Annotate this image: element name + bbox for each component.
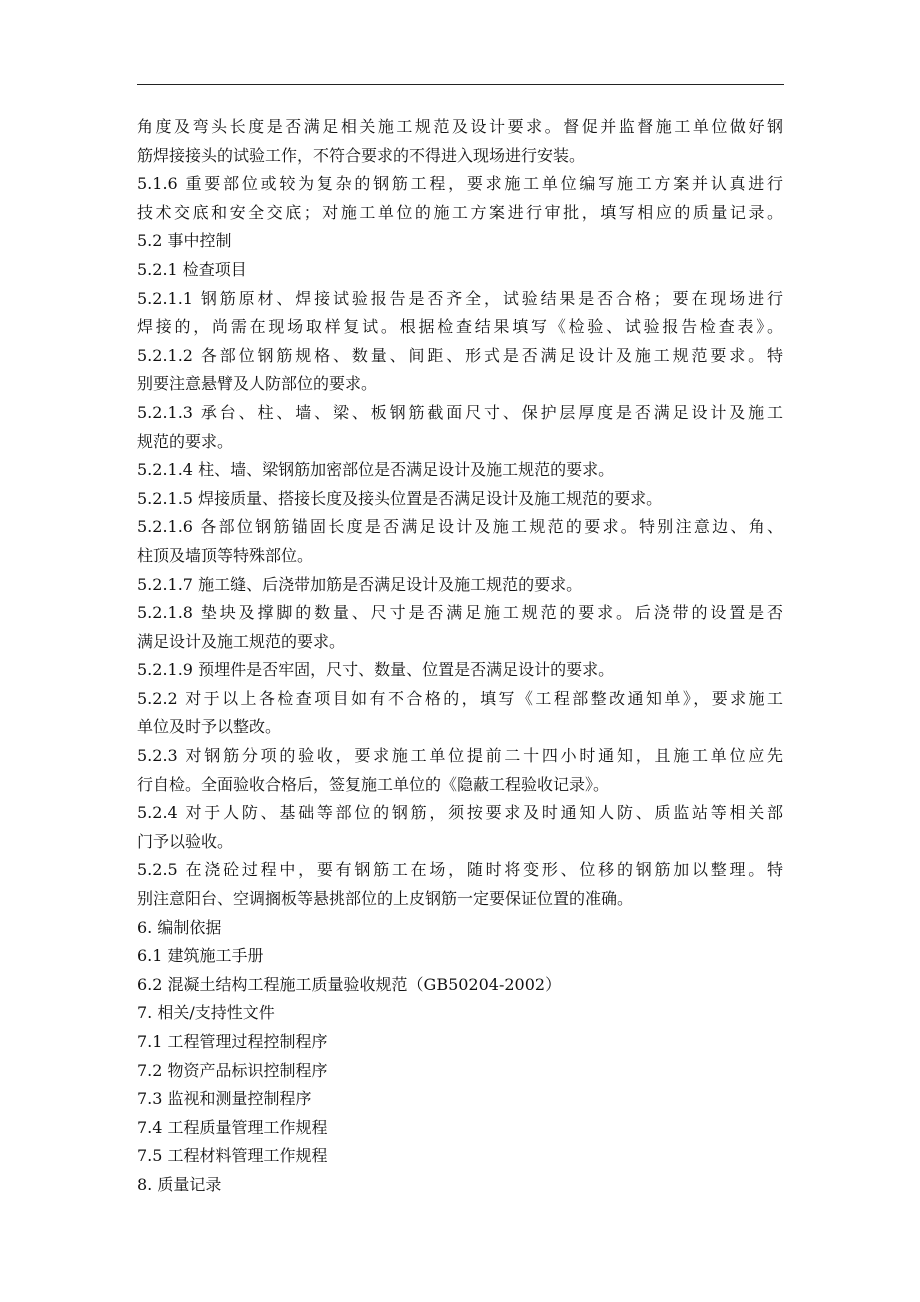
list-item: 6.1 建筑施工手册 [137, 946, 264, 966]
document-body [137, 113, 787, 1200]
text-line: 5.2.1.2 各部位钢筋规格、数量、间距、形式是否满足设计及施工规范要求。特 [137, 345, 783, 365]
header-rule [137, 84, 784, 85]
text-line: 5.2.1.8 垫块及撑脚的数量、尺寸是否满足施工规范的要求。后浇带的设置是否 [137, 603, 783, 623]
list-item: 7.2 物资产品标识控制程序 [137, 1060, 328, 1080]
text-line: 5.2.3 对钢筋分项的验收，要求施工单位提前二十四小时通知，且施工单位应先 [137, 746, 783, 766]
text-line: 别要注意悬臂及人防部位的要求。 [137, 374, 378, 394]
text-line: 行自检。全面验收合格后，签复施工单位的《隐蔽工程验收记录》。 [137, 774, 610, 794]
text-line: 别注意阳台、空调搁板等悬挑部位的上皮钢筋一定要保证位置的准确。 [137, 889, 634, 909]
text-line: 技术交底和安全交底；对施工单位的施工方案进行审批，填写相应的质量记录。 [137, 202, 783, 222]
section-heading: 5.2 事中控制 [137, 231, 232, 251]
text-line: 5.2.1.6 各部位钢筋锚固长度是否满足设计及施工规范的要求。特别注意边、角、 [137, 517, 783, 537]
text-line: 焊接的，尚需在现场取样复试。根据检查结果填写《检验、试验报告检查表》。 [137, 317, 783, 337]
text-line: 满足设计及施工规范的要求。 [137, 631, 346, 651]
text-line: 筋焊接接头的试验工作，不符合要求的不得进入现场进行安装。 [137, 145, 586, 165]
text-line: 门予以验收。 [137, 831, 234, 851]
text-line: 5.2.5 在浇砼过程中，要有钢筋工在场，随时将变形、位移的钢筋加以整理。特 [137, 860, 783, 880]
text-line: 5.2.1.7 施工缝、后浇带加筋是否满足设计及施工规范的要求。 [137, 574, 583, 594]
list-item: 7.1 工程管理过程控制程序 [137, 1032, 328, 1051]
text-line: 5.2.2 对于以上各检查项目如有不合格的，填写《工程部整改通知单》，要求施工 [137, 688, 783, 708]
text-line: 5.1.6 重要部位或较为复杂的钢筋工程，要求施工单位编写施工方案并认真进行 [137, 174, 783, 194]
text-line: 角度及弯头长度是否满足相关施工规范及设计要求。督促并监督施工单位做好钢 [137, 117, 783, 136]
text-line: 5.2.1.3 承台、柱、墙、梁、板钢筋截面尺寸、保护层厚度是否满足设计及施工 [137, 402, 783, 422]
list-item: 7.3 监视和测量控制程序 [137, 1089, 312, 1109]
text-line: 5.2.1.1 钢筋原材、焊接试验报告是否齐全，试验结果是否合格；要在现场进行 [137, 288, 783, 308]
text-line: 规范的要求。 [137, 431, 234, 451]
section-heading: 7. 相关/支持性文件 [137, 1003, 275, 1023]
text-line: 5.2.4 对于人防、基础等部位的钢筋，须按要求及时通知人防、质监站等相关部 [137, 803, 783, 823]
text-line: 5.2.1.4 柱、墙、梁钢筋加密部位是否满足设计及施工规范的要求。 [137, 460, 615, 480]
list-item: 7.5 工程材料管理工作规程 [137, 1146, 328, 1166]
list-item: 6.2 混凝土结构工程施工质量验收规范（GB50204-2002） [137, 974, 562, 994]
section-heading: 8. 质量记录 [137, 1174, 222, 1194]
section-heading: 5.2.1 检查项目 [137, 259, 247, 279]
text-line: 柱顶及墙顶等特殊部位。 [137, 545, 314, 565]
section-heading: 6. 编制依据 [137, 917, 222, 937]
list-item: 7.4 工程质量管理工作规程 [137, 1117, 328, 1137]
text-line: 5.2.1.9 预埋件是否牢固，尺寸、数量、位置是否满足设计的要求。 [137, 660, 615, 680]
text-line: 5.2.1.5 焊接质量、搭接长度及接头位置是否满足设计及施工规范的要求。 [137, 488, 663, 508]
text-line: 单位及时予以整改。 [137, 717, 282, 737]
